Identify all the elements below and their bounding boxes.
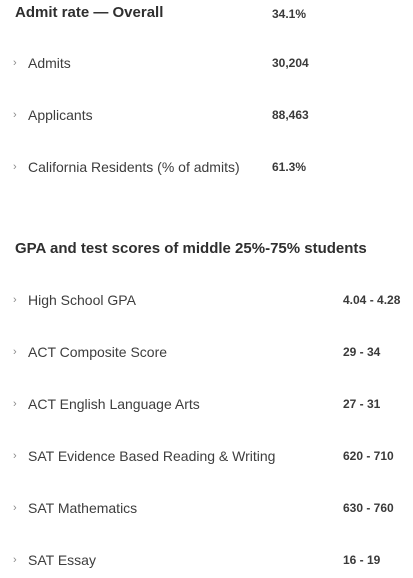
stat-row-act-english[interactable] (0, 396, 413, 418)
stat-value: 27 - 31 (343, 397, 381, 411)
stat-value: 16 - 19 (343, 553, 381, 567)
stat-row-sat-essay[interactable] (0, 552, 413, 574)
stat-row-admits[interactable] (0, 55, 413, 77)
gpa-section-title: GPA and test scores of middle 25%-75% students (15, 240, 367, 257)
stat-label: Admits (28, 55, 71, 71)
stat-label: SAT Essay (28, 552, 96, 568)
stat-label: High School GPA (28, 292, 136, 308)
stat-label: ACT English Language Arts (28, 396, 200, 412)
chevron-right-icon: › (13, 57, 17, 69)
stat-value: 4.04 - 4.28 (343, 293, 401, 307)
stat-row-california-residents[interactable] (0, 159, 413, 181)
stat-value: 29 - 34 (343, 345, 381, 359)
stat-label: ACT Composite Score (28, 344, 168, 360)
chevron-right-icon: › (13, 346, 17, 358)
stat-label: SAT Evidence Based Reading & Writing (28, 448, 276, 464)
stat-label: Applicants (28, 107, 93, 123)
stat-value: 630 - 760 (343, 501, 394, 515)
admit-rate-value: 34.1% (272, 7, 307, 21)
chevron-right-icon: › (13, 161, 17, 173)
stat-value: 30,204 (272, 56, 309, 70)
stat-row-high-school-gpa[interactable] (0, 292, 413, 314)
admit-rate-title: Admit rate — Overall (15, 4, 164, 21)
stat-value: 88,463 (272, 108, 309, 122)
stat-label: California Residents (% of admits) (28, 159, 240, 175)
chevron-right-icon: › (13, 450, 17, 462)
stat-row-applicants[interactable] (0, 107, 413, 129)
chevron-right-icon: › (13, 554, 17, 566)
stat-label: SAT Mathematics (28, 500, 138, 516)
chevron-right-icon: › (13, 109, 17, 121)
chevron-right-icon: › (13, 502, 17, 514)
stat-row-sat-math[interactable] (0, 500, 413, 522)
stat-value: 620 - 710 (343, 449, 394, 463)
stat-value: 61.3% (272, 160, 307, 174)
stat-row-act-composite[interactable] (0, 344, 413, 366)
chevron-right-icon: › (13, 294, 17, 306)
chevron-right-icon: › (13, 398, 17, 410)
stat-row-sat-ebrw[interactable] (0, 448, 413, 470)
